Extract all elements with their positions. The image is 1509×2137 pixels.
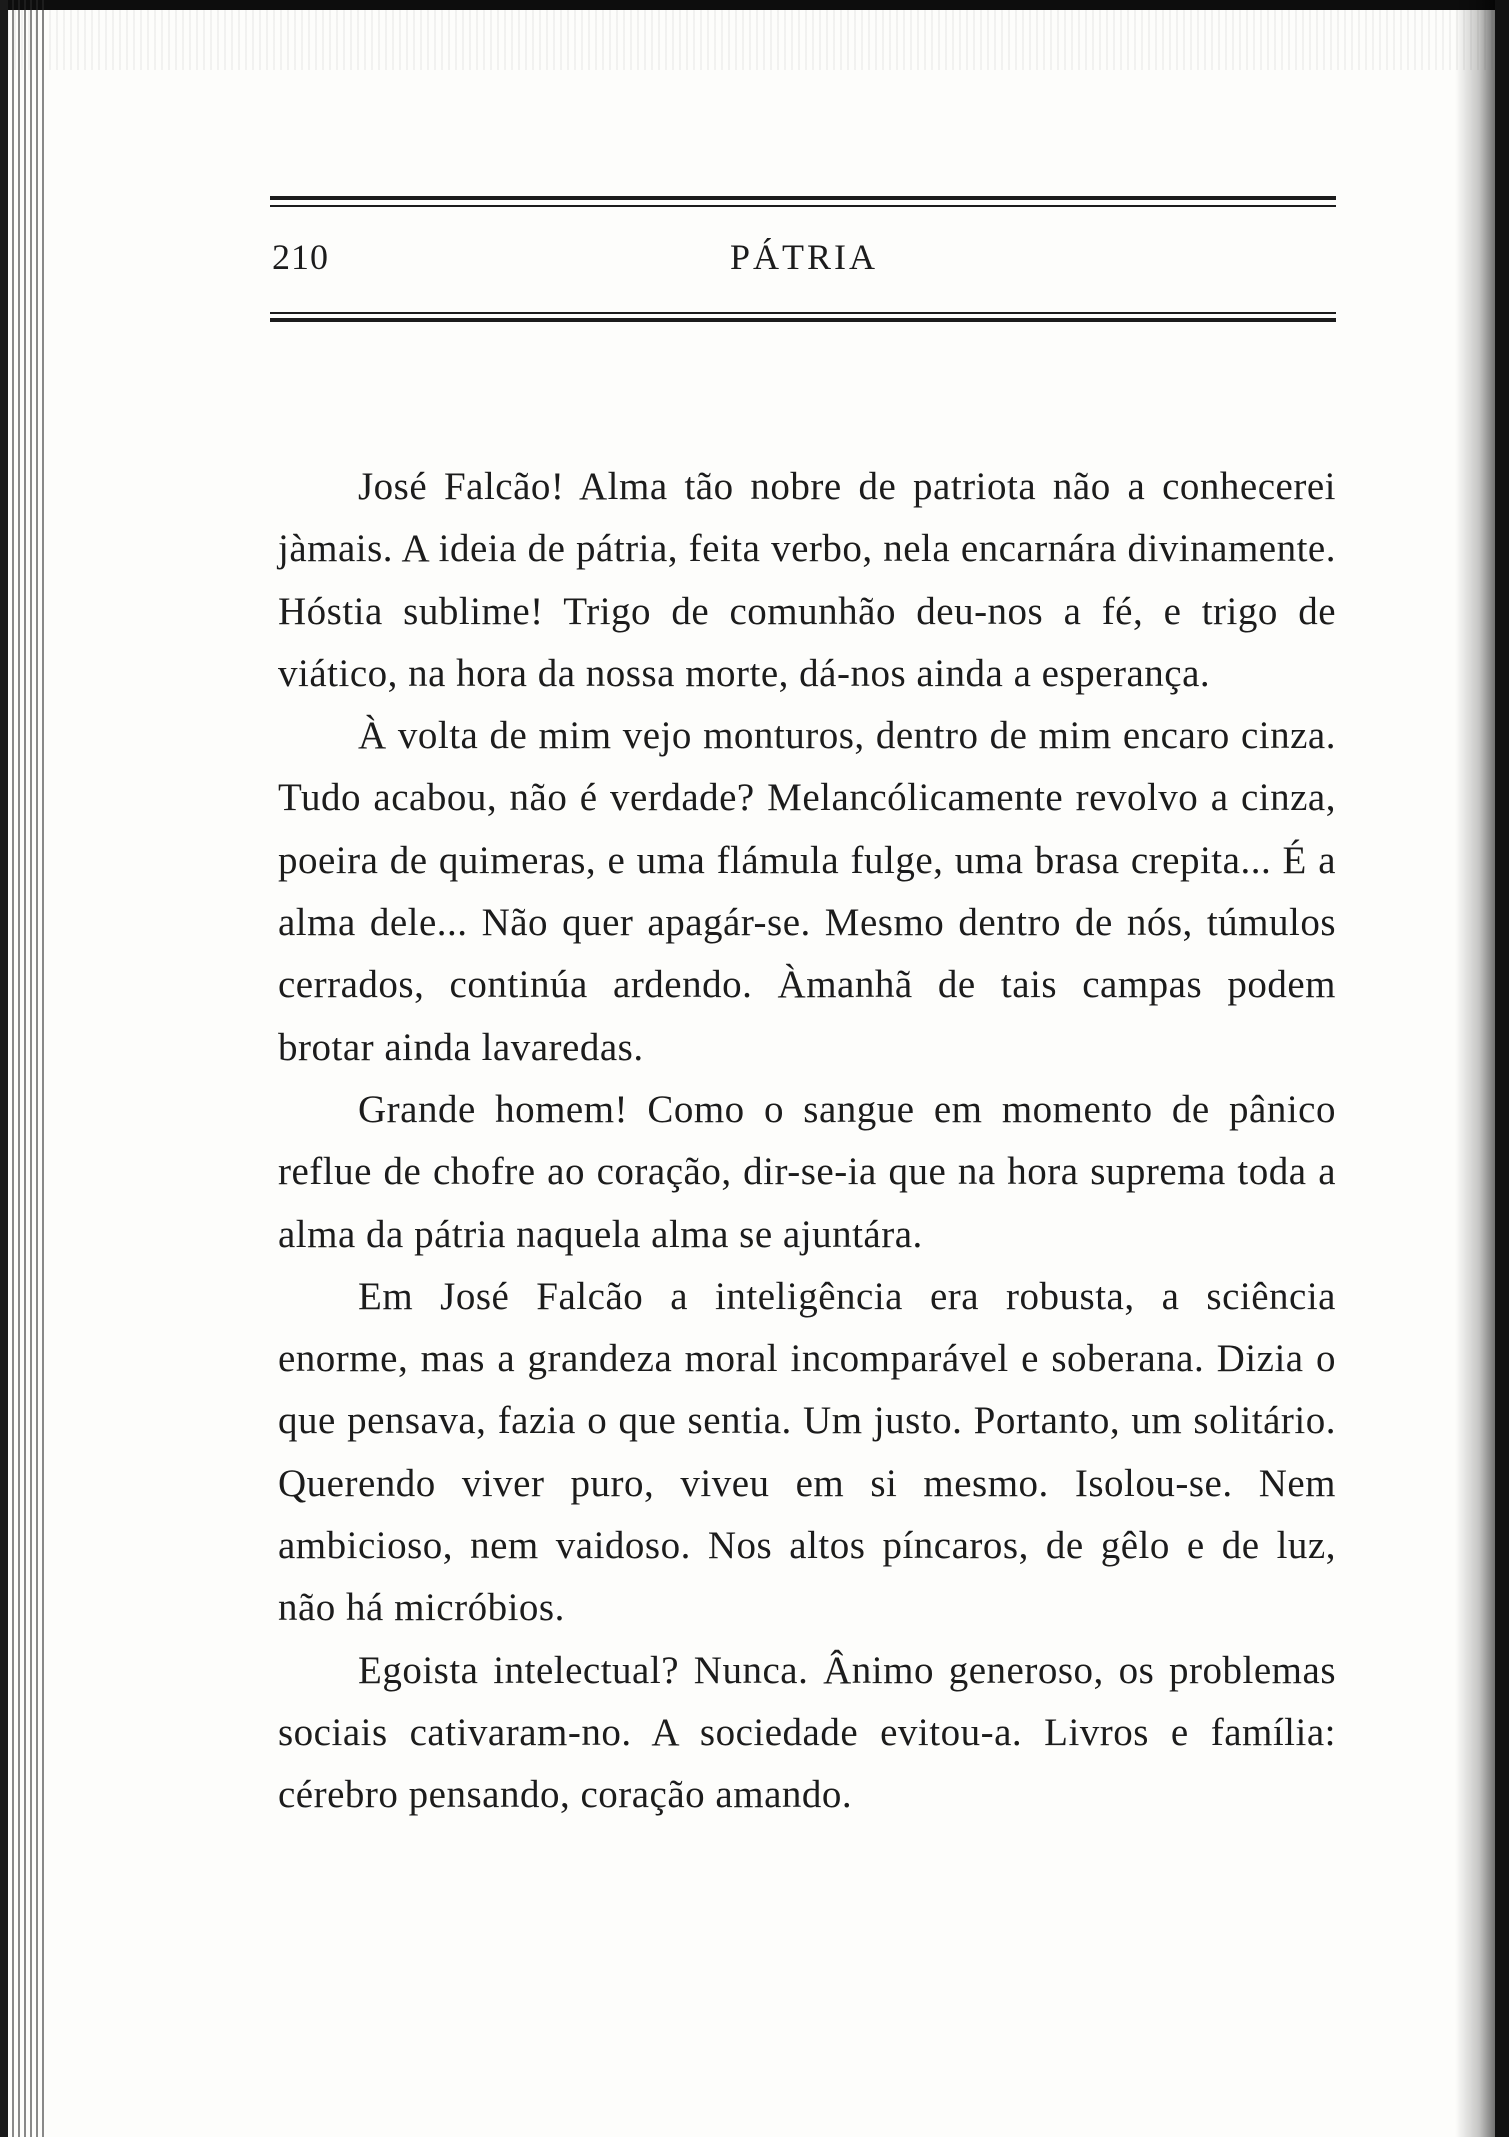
scan-right-shadow xyxy=(1455,0,1495,2137)
scan-top-noise xyxy=(0,10,1509,70)
page-number: 210 xyxy=(272,237,329,277)
header-top-rule xyxy=(270,196,1336,200)
scan-left-edge xyxy=(0,0,8,2137)
paragraph: Em José Falcão a inteligência era robusta, a sciência enorme, mas a grandeza moral incomparável e soberana. Dizia o que pensava, fazia o que sentia. Um justo. Portanto, um solitário. Querendo viver puro, viveu em si mesmo. Isolou-se. Nem ambicioso, nem vaidoso. Nos altos píncaros, de gêlo e de luz, não há micróbios. xyxy=(278,1274,1336,1630)
scan-top-border xyxy=(0,0,1509,10)
body-text xyxy=(278,456,1336,1827)
header-bottom-rule xyxy=(270,318,1336,322)
paragraph: Egoista intelectual? Nunca. Ânimo generoso, os problemas sociais cativaram-no. A sociedade evitou-a. Livros e família: cérebro pensando, coração amando. xyxy=(278,1648,1336,1817)
running-title: PÁTRIA xyxy=(730,237,879,277)
header-top-rule-thin xyxy=(270,205,1336,207)
paragraph: À volta de mim vejo monturos, dentro de mim encaro cinza. Tudo acabou, não é verdade? Melancólicamente revolvo a cinza, poeira de quimeras, e uma flámula fulge, uma brasa crepita... É a alma dele... Não quer apagár-se. Mesmo dentro de nós, túmulos cerrados, continúa ardendo. Àmanhã de tais campas podem brotar ainda lavaredas. xyxy=(278,714,1336,1069)
scan-right-border xyxy=(1495,0,1509,2137)
paragraph: José Falcão! Alma tão nobre de patriota não a conhecerei jàmais. A ideia de pátria, feita verbo, nela encarnára divinamente. Hóstia sublime! Trigo de comunhão deu-nos a fé, e trigo de viático, na hora da nossa morte, dá-nos ainda a esperança. xyxy=(278,465,1336,695)
paragraph: Grande homem! Como o sangue em momento de pânico reflue de chofre ao coração, dir-se-ia que na hora suprema toda a alma da pátria naquela alma se ajuntára. xyxy=(278,1087,1336,1256)
header-bottom-rule-thin xyxy=(270,312,1336,314)
